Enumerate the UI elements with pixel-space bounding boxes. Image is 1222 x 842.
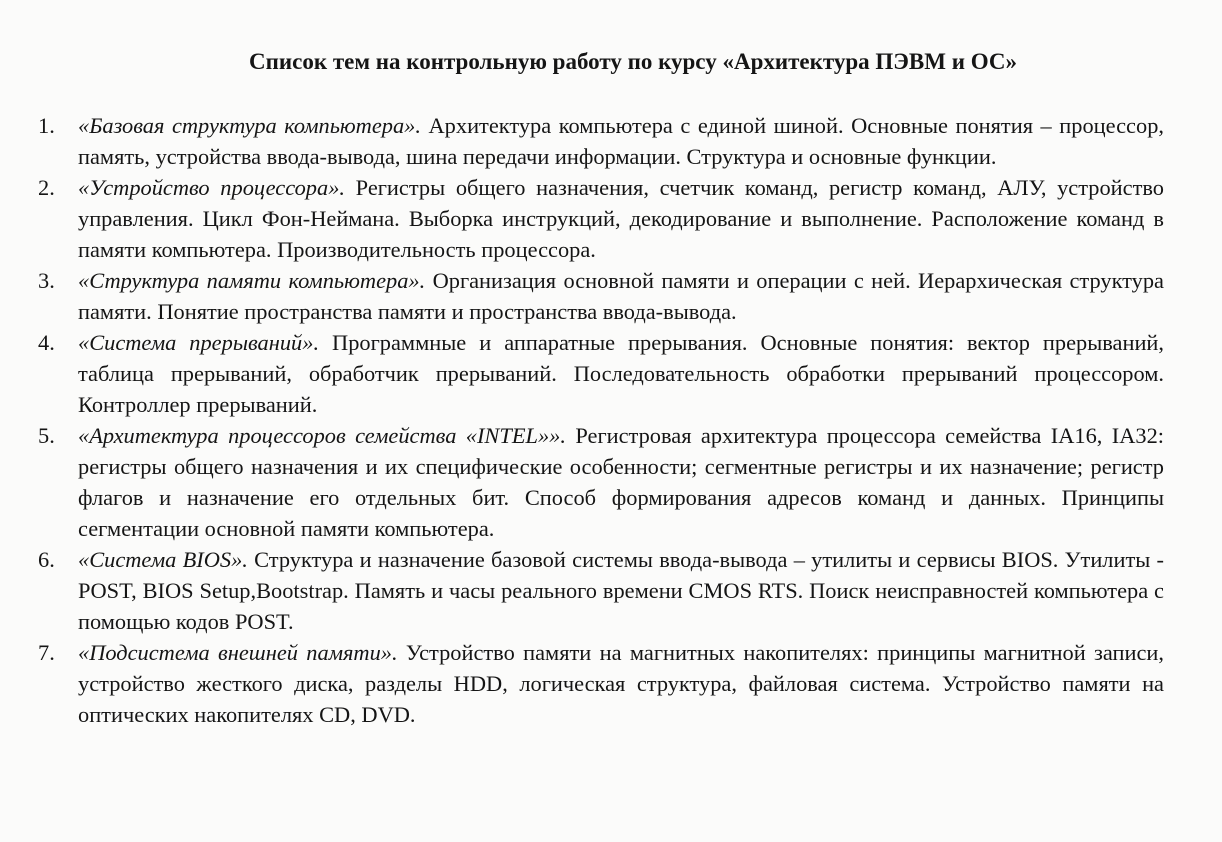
topic-heading: «Базовая структура компьютера».: [78, 113, 421, 138]
topic-description: Регистровая архитектура процессора семейства IA16, IA32: регистры общего назначения и их специфические особенности; сегментные регистры и их назначение; регистр флагов и назначение его отдельных бит. Способ формирования адресов команд и данных. Принципы сегментации основной памяти компьютера.: [78, 423, 1164, 541]
topic-item: [38, 544, 1165, 637]
topic-item: [38, 110, 1164, 172]
topic-number: 7.: [38, 640, 55, 665]
topic-item: [38, 420, 1164, 544]
topic-description: Устройство памяти на магнитных накопителях: принципы магнитной записи, устройство жесткого диска, разделы HDD, логическая структура, файловая система. Устройство памяти на оптических накопителях CD, DVD.: [78, 640, 1164, 727]
topic-description: Регистры общего назначения, счетчик команд, регистр команд, АЛУ, устройство управления. Цикл Фон-Неймана. Выборка инструкций, декодирование и выполнение. Расположение команд в памяти компьютера. Производительность процессора.: [78, 175, 1164, 262]
topic-heading: «Структура памяти компьютера».: [78, 268, 426, 293]
topic-heading: «Архитектура процессоров семейства «INTEL»».: [78, 423, 566, 448]
topic-heading: «Подсистема внешней памяти».: [78, 640, 398, 665]
topic-number: 3.: [38, 268, 55, 293]
document-title: Список тем на контрольную работу по курсу «Архитектура ПЭВМ и ОС»: [249, 49, 1017, 74]
topic-item: [38, 327, 1165, 420]
topic-description: Архитектура компьютера с единой шиной. Основные понятия – процессор, память, устройства ввода-вывода, шина передачи информации. Структура и основные функции.: [78, 113, 1164, 169]
topic-item: [38, 265, 1164, 327]
topic-number: 2.: [38, 175, 55, 200]
topic-heading: «Система прерываний».: [78, 330, 320, 355]
topic-number: 6.: [38, 547, 55, 572]
topic-item: [38, 637, 1164, 730]
topic-number: 4.: [38, 330, 55, 355]
topic-description: Организация основной памяти и операции с ней. Иерархическая структура памяти. Понятие пространства памяти и пространства ввода-вывода.: [78, 268, 1164, 324]
topic-item: [38, 172, 1164, 265]
topic-heading: «Система BIOS».: [78, 547, 248, 572]
topic-list: [38, 110, 1165, 730]
topic-description: Структура и назначение базовой системы ввода-вывода – утилиты и сервисы BIOS. Утилиты - POST, BIOS Setup,Bootstrap. Память и часы реального времени CMOS RTS. Поиск неисправностей компьютера с помощью кодов POST.: [78, 547, 1165, 634]
topic-number: 5.: [38, 423, 55, 448]
topic-description: Программные и аппаратные прерывания. Основные понятия: вектор прерываний, таблица прерываний, обработчик прерываний. Последовательность обработки прерываний процессором. Контроллер прерываний.: [78, 330, 1165, 417]
topic-number: 1.: [38, 113, 55, 138]
topic-heading: «Устройство процессора».: [78, 175, 345, 200]
